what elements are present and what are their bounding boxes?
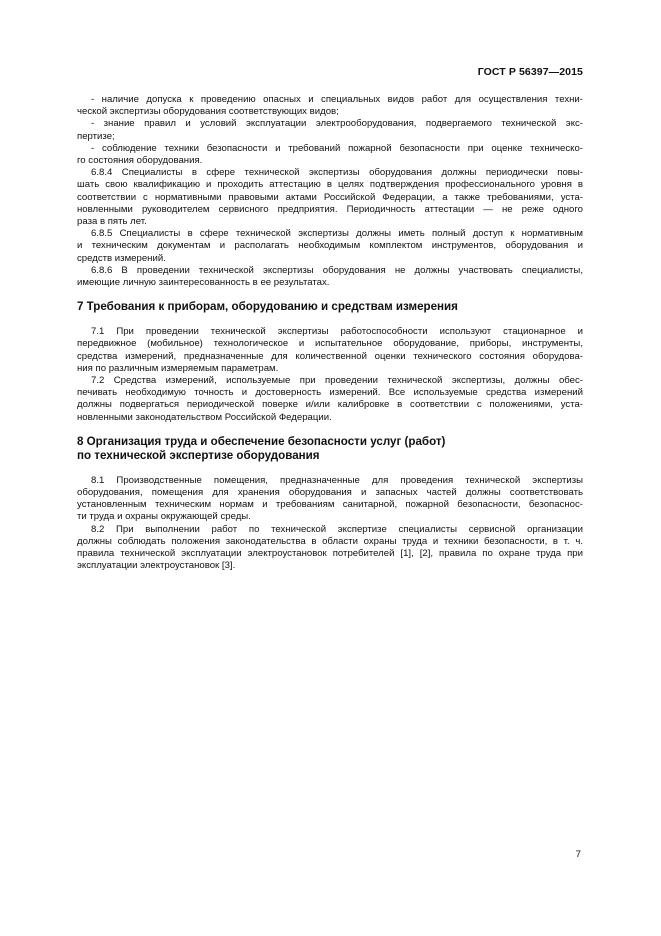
text-line: 7.1 При проведении технической экспертизы работоспособности используют стационарное и: [91, 326, 583, 338]
paragraph: [77, 265, 583, 289]
text-line: средств измерений.: [77, 252, 166, 264]
text-line: должны соблюдать положения законодательства в области охраны труда и техники безопасности, в т. ч.: [77, 535, 583, 547]
paragraph: [77, 375, 583, 424]
text-line: 6.8.5 Специалисты в сфере технической экспертизы должны иметь полный доступ к нормативным: [91, 228, 583, 240]
text-line: ния по различным измеряемым параметрам.: [77, 362, 279, 374]
heading-line: по технической экспертизе оборудования: [77, 448, 320, 462]
text-line: ческой экспертизы оборудования соответствующих видов;: [77, 106, 339, 118]
section-8-body: [77, 475, 583, 573]
text-line: 7.2 Средства измерений, используемые при проведении технической экспертизы, должны обес-: [91, 375, 583, 387]
text-line: правила технической эксплуатации электроустановок потребителей [1], [2], правила по охране труда при: [77, 548, 583, 560]
text-line: раза в пять лет.: [77, 216, 147, 228]
text-line: печивать необходимую точность и достоверность измерений. Все используемые средства измерений: [77, 387, 583, 399]
text-line: 8.1 Производственные помещения, предназначенные для проведения технической экспертизы: [91, 474, 583, 486]
paragraph: [77, 326, 583, 375]
section-7-heading: [77, 300, 583, 314]
paragraph: [77, 167, 583, 228]
paragraph: [77, 524, 583, 573]
text-line: средства измерений, предназначенные для количественной оценки технического состояния оборудова-: [77, 350, 583, 362]
section-title: 7 Требования к приборам, оборудованию и средствам измерения: [77, 300, 458, 314]
section-8-heading: [77, 435, 583, 463]
text-line: новленными законодательством Российской Федерации.: [77, 411, 332, 423]
text-line: пертизе;: [77, 130, 115, 142]
text-line: установленным техническим нормам и требованиям санитарной, пожарной безопасности, безопаснос-: [77, 499, 583, 511]
document-code: ГОСТ Р 56397—2015: [477, 66, 583, 78]
text-line: и техническим документам и располагать необходимым комплектом инструментов, оборудования и: [77, 240, 583, 252]
text-line: передвижное (мобильное) технологическое и испытательное оборудование, приборы, инструменты,: [77, 338, 583, 350]
text-line: имеющие личную заинтересованность в ее результатах.: [77, 277, 330, 289]
text-line: ти труда и охраны окружающей среды.: [77, 511, 251, 523]
text-line: - соблюдение техники безопасности и требований пожарной безопасности при оценке техническо-: [91, 142, 583, 154]
text-line: го состояния оборудования.: [77, 155, 203, 167]
text-line: 6.8.6 В проведении технической экспертизы оборудования не должны участвовать специалисты,: [91, 264, 583, 276]
paragraph: [77, 118, 583, 142]
text-line: 8.2 При выполнении работ по технической экспертизе специалисты сервисной организации: [91, 523, 583, 535]
paragraph: [77, 143, 583, 167]
text-line: шать свою квалификацию и проходить аттестацию в целях подтверждения профессионального уровня в: [77, 179, 583, 191]
text-line: - наличие допуска к проведению опасных и специальных видов работ для осуществления техни-: [91, 94, 583, 105]
text-line: - знание правил и условий эксплуатации электрооборудования, подвергаемого технической экс-: [91, 118, 583, 130]
text-line: 6.8.4 Специалисты в сфере технической экспертизы оборудования должны периодически повы-: [91, 167, 583, 179]
requirements-list: [77, 94, 583, 289]
text-line: соответствии с нормативными правовыми актами Российской Федерации, а также требованиями, уста-: [77, 191, 583, 203]
section-7-body: [77, 326, 583, 424]
text-line: должны подвергаться периодической поверке и/или калибровке в соответствии с положениями, уста-: [77, 399, 583, 411]
paragraph: [77, 475, 583, 524]
section-title: [77, 435, 583, 463]
document-body: [77, 94, 583, 573]
page-number: 7: [575, 849, 581, 860]
text-line: новленными руководителем сервисного предприятия. Периодичность аттестации — не реже одного: [77, 203, 583, 215]
heading-line: 8 Организация труда и обеспечение безопасности услуг (работ): [77, 434, 446, 448]
text-line: эксплуатации электроустановок [3].: [77, 560, 236, 572]
paragraph: [77, 94, 583, 118]
paragraph: [77, 228, 583, 265]
text-line: оборудования, помещения для хранения оборудования и запасных частей должны соответствовать: [77, 487, 583, 499]
